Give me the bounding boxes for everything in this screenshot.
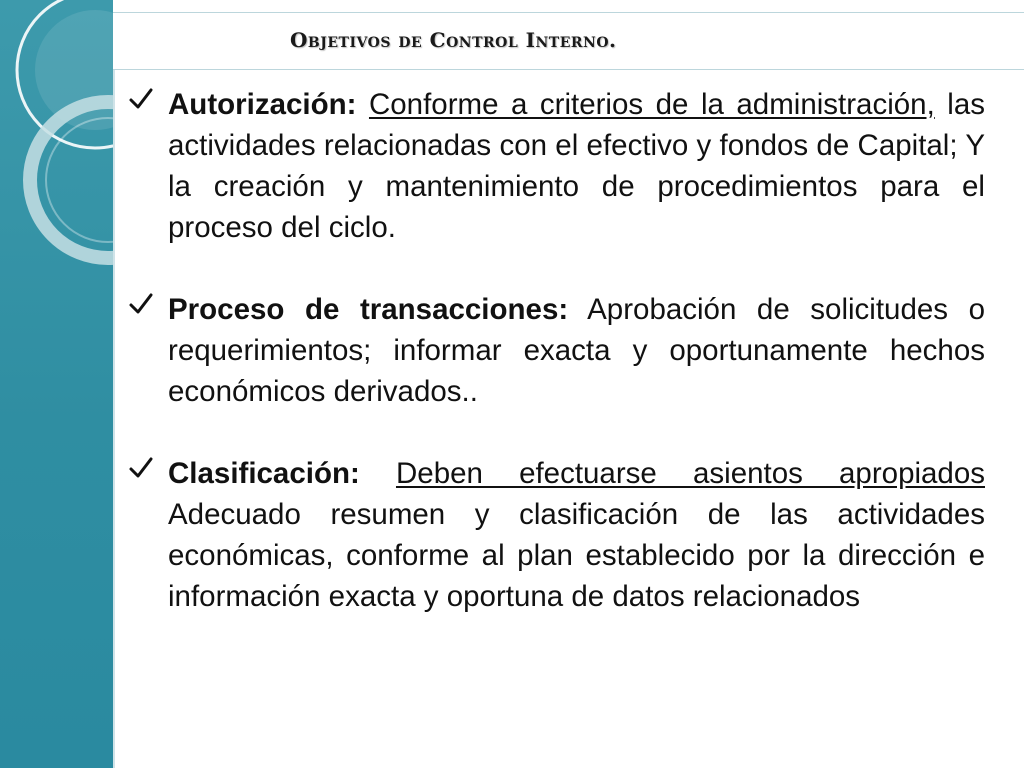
bullet-item-autorizacion (128, 84, 985, 248)
bullet-item-clasificacion (128, 453, 985, 617)
decorative-circles (0, 0, 113, 768)
bullet-text (168, 84, 985, 248)
bullet-underlined-text: Conforme a criterios de la administración, (368, 88, 935, 121)
bullet-label: Proceso de transacciones: (168, 293, 569, 326)
bullet-item-proceso-transacciones (128, 289, 985, 412)
bullet-list (128, 84, 985, 658)
slide-title: Objetivos de Control Interno. (290, 28, 617, 52)
checkmark-icon (128, 291, 154, 317)
bullet-text (168, 453, 985, 617)
bullet-label: Clasificación: (168, 457, 360, 490)
bullet-body: las actividades relacionadas con el efectivo y fondos de Capital; Y la creación y mantenimiento de procedimientos para el proceso del ciclo. (168, 88, 985, 244)
checkmark-icon (128, 455, 154, 481)
checkmark-icon (128, 86, 154, 112)
title-bar-top (113, 0, 1024, 12)
bullet-underlined-text: Deben efectuarse asientos apropiados (395, 457, 985, 490)
sidebar-edge (113, 0, 115, 768)
bullet-body: Adecuado resumen y clasificación de las actividades económicas, conforme al plan establecido por la dirección e información exacta y oportuna de datos relacionados (168, 498, 985, 613)
bullet-label: Autorización: (168, 88, 357, 121)
sidebar-decoration (0, 0, 113, 768)
bullet-body: Aprobación de solicitudes o requerimientos; informar exacta y oportunamente hechos económicos derivados.. (168, 293, 985, 408)
bullet-text (168, 289, 985, 412)
